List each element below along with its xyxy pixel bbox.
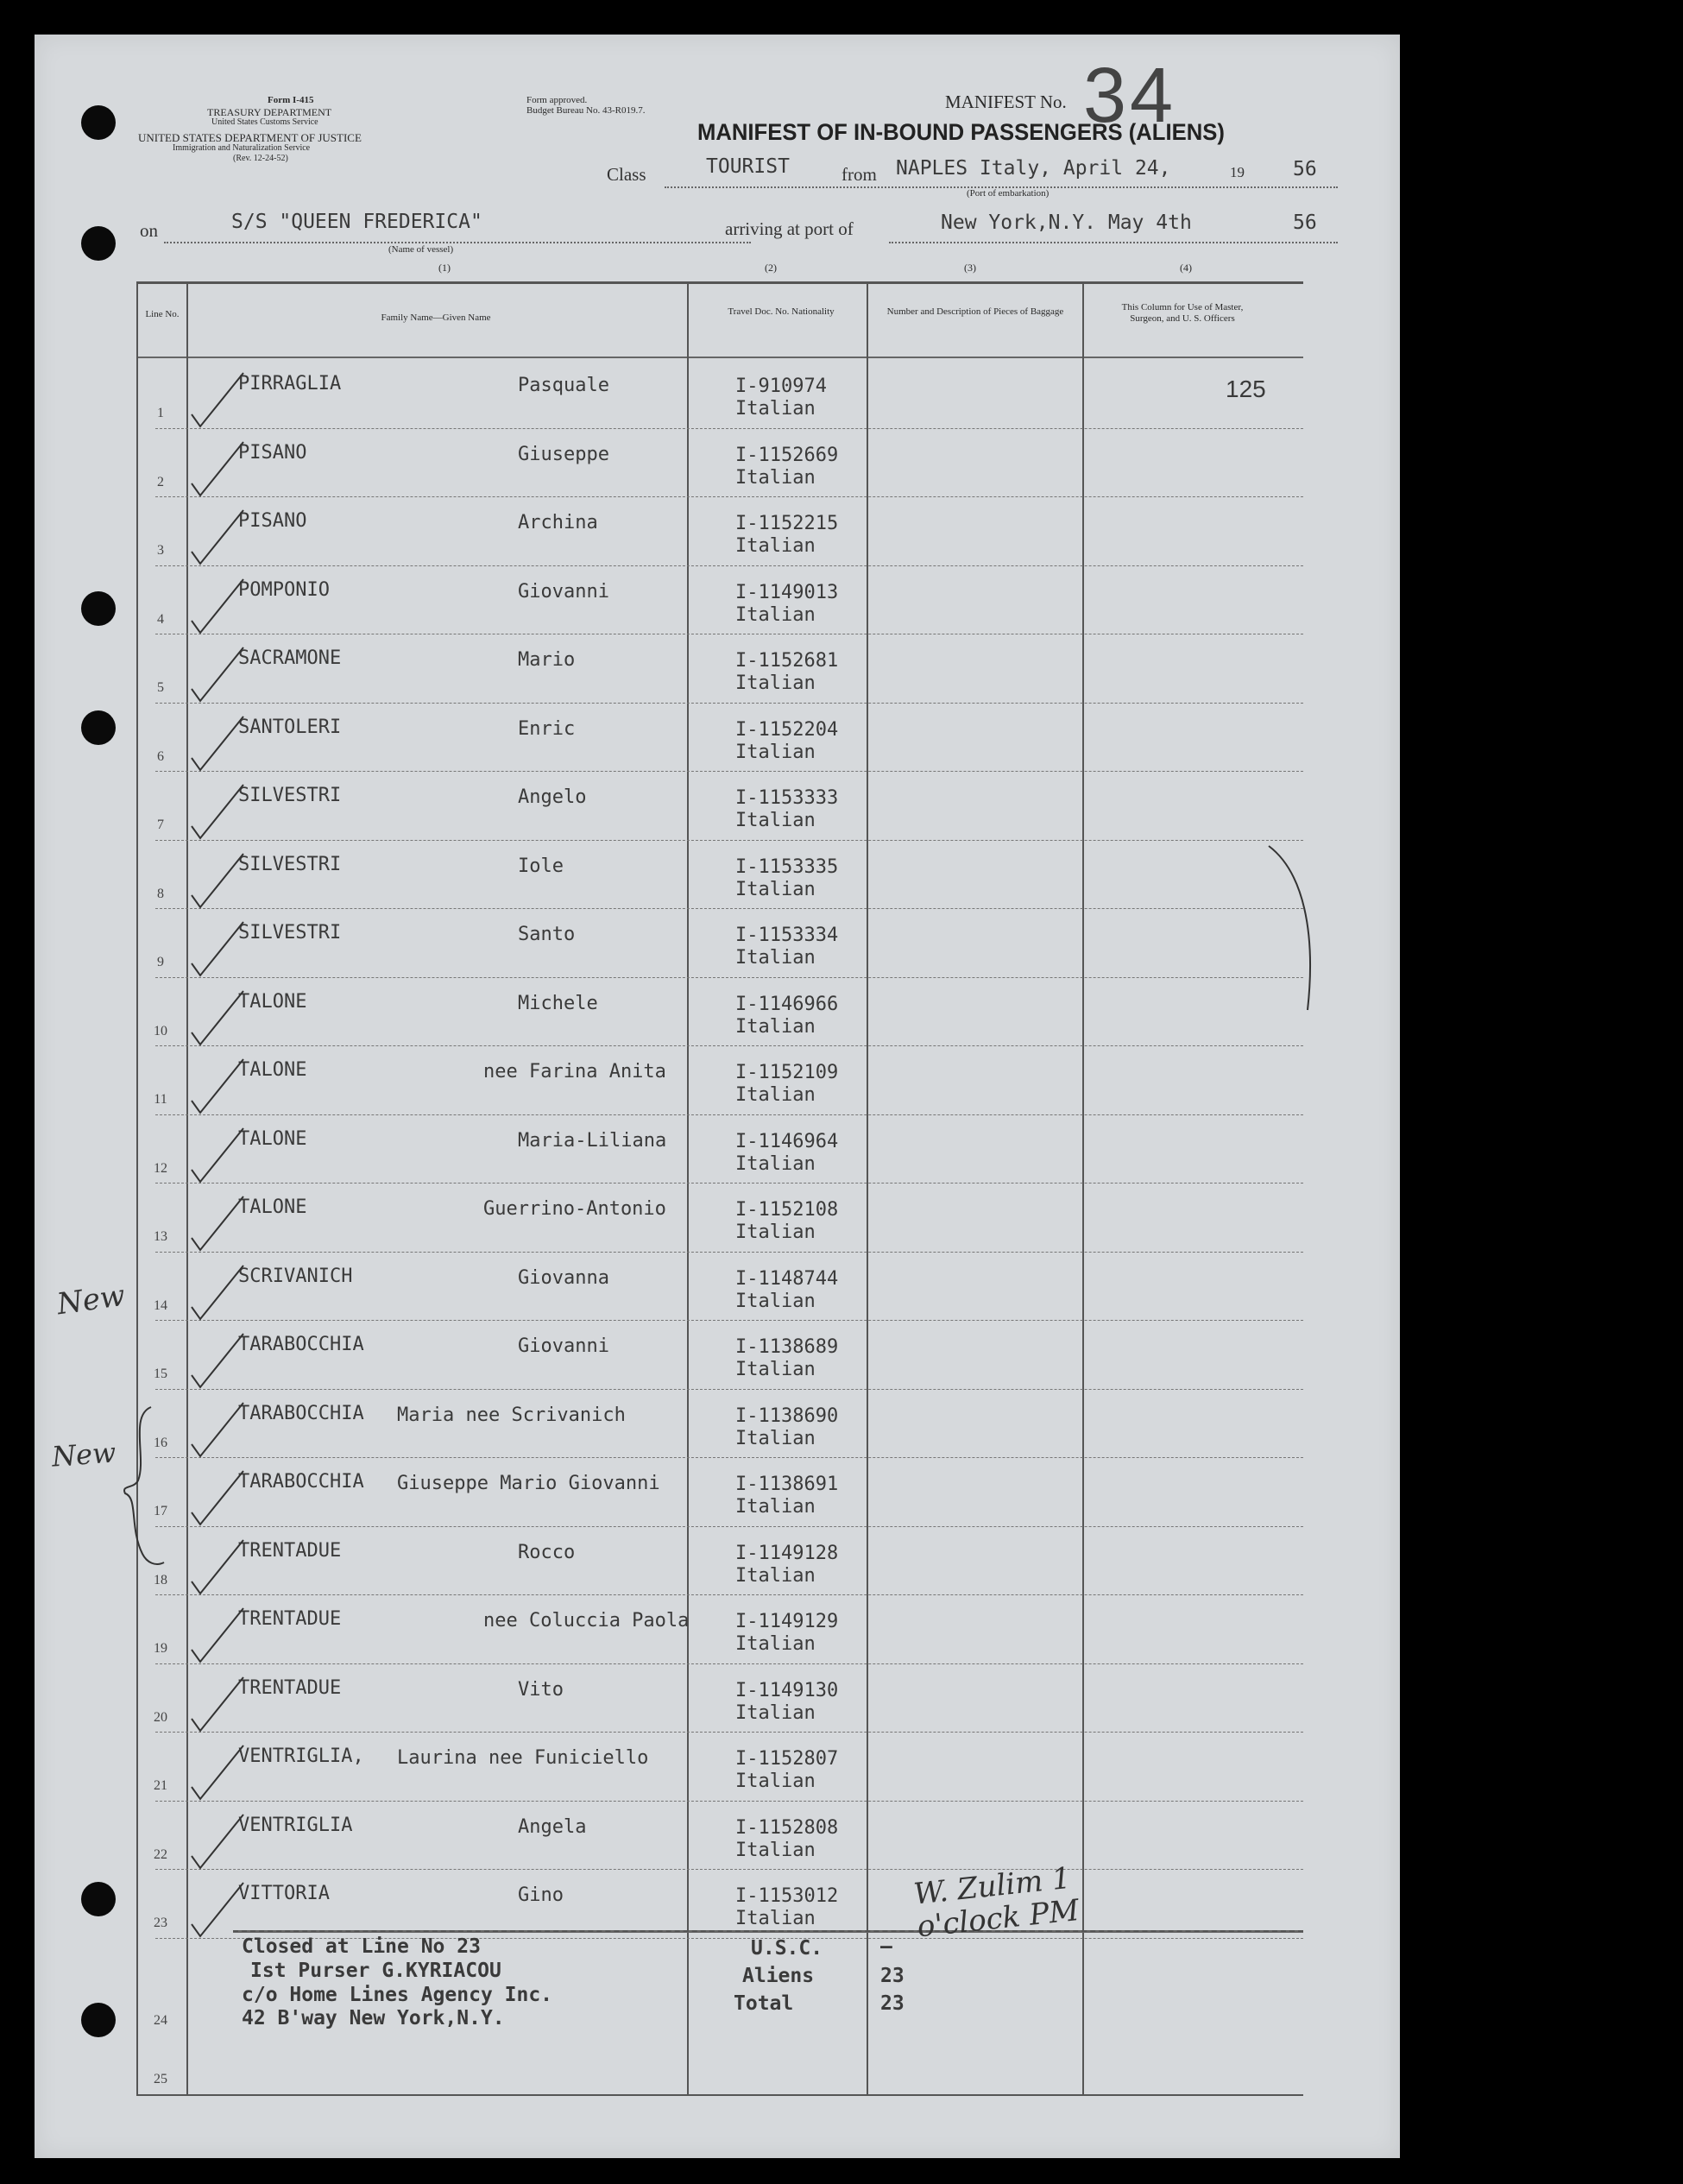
family-name: SANTOLERI <box>238 716 342 738</box>
travel-doc-number: I-1138691 <box>735 1474 839 1495</box>
row-divider <box>155 1252 1303 1253</box>
row-divider <box>155 1732 1303 1733</box>
line-number: 13 <box>154 1229 167 1244</box>
line-number: 17 <box>154 1504 167 1518</box>
family-name: TALONE <box>238 1196 307 1218</box>
nationality: Italian <box>735 1839 816 1861</box>
family-name: PIRRAGLIA <box>238 373 342 395</box>
line-number: 19 <box>154 1641 167 1656</box>
punch-hole <box>81 710 116 745</box>
check-mark-icon <box>188 988 249 1048</box>
divider-baggage <box>1082 281 1084 2094</box>
line-number: 2 <box>157 474 164 489</box>
form-approved: Form approved. <box>526 95 588 105</box>
check-mark-icon <box>188 439 249 499</box>
vessel-caption: (Name of vessel) <box>388 244 454 255</box>
family-name: POMPONIO <box>238 578 330 601</box>
check-mark-icon <box>188 507 249 567</box>
header-officers: This Column for Use of Master, Surgeon, and U. S. Officers <box>1121 302 1244 324</box>
line-number: 16 <box>154 1435 167 1450</box>
row-divider <box>155 1389 1303 1390</box>
arrival-year: 56 <box>1293 211 1317 234</box>
revision: (Rev. 12-24-52) <box>233 154 288 163</box>
nationality: Italian <box>735 1290 816 1312</box>
check-mark-icon <box>188 1193 249 1253</box>
closed-at-line: Closed at Line No 23 <box>242 1935 481 1958</box>
travel-doc-number: I-1152109 <box>735 1062 839 1083</box>
line-number: 15 <box>154 1367 167 1381</box>
family-name: SILVESTRI <box>238 922 342 944</box>
line-number: 23 <box>154 1916 167 1930</box>
nationality: Italian <box>735 741 816 763</box>
travel-doc-number: I-1152669 <box>735 444 839 466</box>
travel-doc-number: I-1153334 <box>735 925 839 946</box>
agency: c/o Home Lines Agency Inc. <box>242 1984 553 2006</box>
arrival-port: New York,N.Y. May 4th <box>941 211 1192 234</box>
officer-note: 125 <box>1226 376 1266 402</box>
travel-doc-number: I-1153335 <box>735 855 839 878</box>
row-divider <box>155 1320 1303 1321</box>
line-number: 25 <box>154 2072 167 2086</box>
usc-label: U.S.C. <box>751 1937 823 1960</box>
given-name: Enric <box>518 717 576 740</box>
vessel-name: S/S "QUEEN FREDERICA" <box>231 211 482 233</box>
nationality: Italian <box>735 466 816 489</box>
travel-doc-number: I-1138690 <box>735 1404 839 1427</box>
row-divider <box>155 703 1303 704</box>
margin-arc-mark <box>1260 811 1329 1019</box>
row-divider <box>155 977 1303 978</box>
row-divider <box>155 1045 1303 1046</box>
bracket-mark <box>104 1398 181 1571</box>
nationality: Italian <box>735 1633 816 1655</box>
budget-bureau: Budget Bureau No. 43-R019.7. <box>526 105 646 116</box>
class-value: TOURIST <box>706 155 790 178</box>
given-name: Rocco <box>518 1541 576 1563</box>
given-name: Angelo <box>518 786 587 808</box>
col-num-2: (2) <box>765 262 777 274</box>
line-number: 22 <box>154 1846 167 1862</box>
check-mark-icon <box>188 1468 249 1528</box>
family-name: SACRAMONE <box>238 647 342 669</box>
check-mark-icon <box>188 1262 249 1322</box>
header-name: Family Name—Given Name <box>381 312 491 323</box>
family-name: TRENTADUE <box>238 1676 342 1699</box>
punch-hole <box>81 105 116 140</box>
line-number: 11 <box>154 1092 167 1107</box>
nationality: Italian <box>735 1564 816 1587</box>
class-label: Class <box>607 164 646 185</box>
nationality: Italian <box>735 1221 816 1243</box>
given-name: Giuseppe Mario Giovanni <box>397 1473 660 1494</box>
check-mark-icon <box>188 576 249 636</box>
family-name: SCRIVANICH <box>238 1265 353 1287</box>
given-name: Laurina nee Funiciello <box>397 1747 649 1769</box>
punch-hole <box>81 226 116 261</box>
row-divider <box>155 1594 1303 1595</box>
given-name: Iole <box>518 855 564 877</box>
agency-address: 42 B'way New York,N.Y. <box>242 2007 505 2029</box>
check-mark-icon <box>188 918 249 979</box>
travel-doc-number: I-1138689 <box>735 1336 839 1358</box>
travel-doc-number: I-1152807 <box>735 1748 839 1770</box>
row-divider <box>155 428 1303 429</box>
manifest-label: MANIFEST No. <box>945 92 1067 112</box>
purser: Ist Purser G.KYRIACOU <box>250 1960 501 1982</box>
check-mark-icon <box>188 713 249 773</box>
given-name: Giovanna <box>518 1266 609 1289</box>
aliens-label: Aliens <box>742 1965 815 1987</box>
given-name: Maria nee Scrivanich <box>397 1404 626 1426</box>
travel-doc-number: I-1152808 <box>735 1816 839 1839</box>
nationality: Italian <box>735 1701 816 1724</box>
travel-doc-number: I-1152204 <box>735 718 839 741</box>
on-label: on <box>140 220 158 241</box>
check-mark-icon <box>188 1056 249 1116</box>
line-number: 20 <box>154 1709 167 1725</box>
family-name: PISANO <box>238 441 307 464</box>
punch-hole <box>81 1882 116 1916</box>
row-divider <box>155 1457 1303 1458</box>
given-name: Gino <box>518 1884 564 1906</box>
header-bottom-border <box>136 357 1303 358</box>
given-name: Giovanni <box>518 580 609 603</box>
customs-service: United States Customs Service <box>211 117 318 127</box>
check-mark-icon <box>188 850 249 911</box>
family-name: SILVESTRI <box>238 785 342 806</box>
travel-doc-number: I-910974 <box>735 376 827 397</box>
given-name: Mario <box>518 649 576 671</box>
col-num-1: (1) <box>438 262 451 274</box>
punch-hole <box>81 591 116 626</box>
travel-doc-number: I-1146964 <box>735 1130 839 1152</box>
check-mark-icon <box>188 781 249 842</box>
row-divider <box>155 1801 1303 1802</box>
check-mark-icon <box>188 1537 249 1597</box>
family-name: VITTORIA <box>238 1883 330 1904</box>
nationality: Italian <box>735 1359 816 1380</box>
family-name: VENTRIGLIA <box>238 1814 353 1836</box>
nationality: Italian <box>735 810 816 831</box>
nationality: Italian <box>735 1908 816 1929</box>
closing-separator <box>233 1930 1303 1933</box>
check-mark-icon <box>188 1674 249 1734</box>
header-line-no: Line No. <box>145 309 180 319</box>
divider-doc <box>867 281 868 2094</box>
nationality: Italian <box>735 1015 816 1038</box>
given-name: Pasquale <box>518 375 609 396</box>
given-name: nee Farina Anita <box>483 1061 666 1083</box>
line-number: 7 <box>157 817 164 832</box>
punch-hole <box>81 2003 116 2037</box>
line-number: 1 <box>157 406 164 420</box>
check-mark-icon <box>188 1742 249 1802</box>
underline <box>164 242 751 243</box>
nationality: Italian <box>735 947 816 969</box>
line-number: 14 <box>154 1297 167 1313</box>
nationality: Italian <box>735 1084 816 1106</box>
line-number: 21 <box>154 1778 167 1793</box>
treasury-dept: TREASURY DEPARTMENT <box>207 106 332 118</box>
total-label: Total <box>734 1992 794 2015</box>
given-name: Michele <box>518 992 598 1014</box>
handwritten-signature: W. Zulim 1 o'clock PM <box>911 1860 1081 1945</box>
handwritten-new-note: New <box>54 1278 128 1322</box>
row-divider <box>155 565 1303 566</box>
border-left <box>136 281 138 2094</box>
travel-doc-number: I-1146966 <box>735 993 839 1015</box>
divider-name <box>687 281 689 2094</box>
family-name: TALONE <box>238 1127 307 1150</box>
check-mark-icon <box>188 369 249 430</box>
nationality: Italian <box>735 1771 816 1792</box>
travel-doc-number: I-1152108 <box>735 1199 839 1221</box>
given-name: Vito <box>518 1678 564 1701</box>
given-name: Angela <box>518 1815 587 1838</box>
underline <box>889 242 1338 243</box>
year-prefix: 19 <box>1230 164 1245 180</box>
travel-doc-number: I-1149013 <box>735 581 839 603</box>
from-value: NAPLES Italy, April 24, <box>896 157 1171 180</box>
family-name: VENTRIGLIA, <box>238 1745 364 1767</box>
col-num-4: (4) <box>1180 262 1192 274</box>
family-name: TRENTADUE <box>238 1539 342 1562</box>
check-mark-icon <box>188 1330 249 1391</box>
from-label: from <box>842 164 877 185</box>
line-number: 6 <box>157 748 164 764</box>
row-divider <box>155 1114 1303 1115</box>
table-bottom-border <box>136 2094 1303 2096</box>
row-divider <box>155 908 1303 909</box>
aliens-value: 23 <box>880 1965 905 1987</box>
manifest-number: 34 <box>1083 53 1177 139</box>
line-number: 10 <box>154 1023 167 1038</box>
row-divider <box>155 771 1303 772</box>
travel-doc-number: I-1149130 <box>735 1679 839 1701</box>
family-name: TARABOCCHIA <box>238 1471 364 1493</box>
line-number: 18 <box>154 1572 167 1588</box>
line-number: 4 <box>157 611 164 627</box>
handwritten-new-note: New <box>50 1436 117 1474</box>
header-travel-doc: Travel Doc. No. Nationality <box>728 306 835 317</box>
given-name: Guerrino-Antonio <box>483 1198 666 1220</box>
check-mark-icon <box>188 1605 249 1665</box>
family-name: SILVESTRI <box>238 853 342 875</box>
row-divider <box>155 1526 1303 1527</box>
row-divider <box>155 1183 1303 1184</box>
nationality: Italian <box>735 1496 816 1518</box>
travel-doc-number: I-1148744 <box>735 1267 839 1290</box>
form-number: Form I-415 <box>268 95 314 105</box>
row-divider <box>155 840 1303 841</box>
given-name: Maria-Liliana <box>518 1129 667 1152</box>
given-name: Archina <box>518 512 598 533</box>
travel-doc-number: I-1153012 <box>735 1885 839 1907</box>
family-name: TALONE <box>238 990 307 1013</box>
check-mark-icon <box>188 1125 249 1185</box>
given-name: Giovanni <box>518 1335 609 1357</box>
ins-service: Immigration and Naturalization Service <box>173 143 311 153</box>
line-number: 3 <box>157 543 164 558</box>
family-name: TARABOCCHIA <box>238 1334 364 1355</box>
header-baggage: Number and Description of Pieces of Baggage <box>886 306 1064 317</box>
family-name: TALONE <box>238 1059 307 1081</box>
nationality: Italian <box>735 603 816 626</box>
travel-doc-number: I-1152681 <box>735 650 839 672</box>
manifest-title: MANIFEST OF IN-BOUND PASSENGERS (ALIENS) <box>697 119 1225 145</box>
row-divider <box>155 1663 1303 1664</box>
travel-doc-number: I-1149128 <box>735 1542 839 1564</box>
port-embarkation-caption: (Port of embarkation) <box>967 188 1050 199</box>
usc-value: — <box>880 1935 892 1958</box>
check-mark-icon <box>188 1811 249 1872</box>
total-value: 23 <box>880 1992 905 2015</box>
line-number: 5 <box>157 680 164 695</box>
travel-doc-number: I-1153333 <box>735 787 839 809</box>
year-value: 56 <box>1293 158 1317 180</box>
nationality: Italian <box>735 535 816 557</box>
manifest-page <box>35 35 1400 2158</box>
justice-dept: UNITED STATES DEPARTMENT OF JUSTICE <box>138 131 362 144</box>
line-number: 12 <box>154 1160 167 1176</box>
nationality: Italian <box>735 878 816 900</box>
arriving-label: arriving at port of <box>725 218 854 239</box>
travel-doc-number: I-1152215 <box>735 513 839 534</box>
family-name: PISANO <box>238 510 307 532</box>
family-name: TARABOCCHIA <box>238 1402 364 1424</box>
check-mark-icon <box>188 1399 249 1460</box>
given-name: nee Coluccia Paola <box>483 1610 690 1632</box>
travel-doc-number: I-1149129 <box>735 1611 839 1632</box>
line-number: 8 <box>157 886 164 901</box>
col-num-3: (3) <box>964 262 976 274</box>
check-mark-icon <box>188 644 249 704</box>
nationality: Italian <box>735 672 816 694</box>
nationality: Italian <box>735 1152 816 1175</box>
nationality: Italian <box>735 1427 816 1449</box>
nationality: Italian <box>735 398 816 420</box>
table-top-border <box>136 281 1303 284</box>
given-name: Giuseppe <box>518 443 609 465</box>
row-divider <box>155 496 1303 497</box>
line-number: 24 <box>154 2013 167 2028</box>
given-name: Santo <box>518 924 576 945</box>
line-number: 9 <box>157 955 164 969</box>
family-name: TRENTADUE <box>238 1608 342 1630</box>
